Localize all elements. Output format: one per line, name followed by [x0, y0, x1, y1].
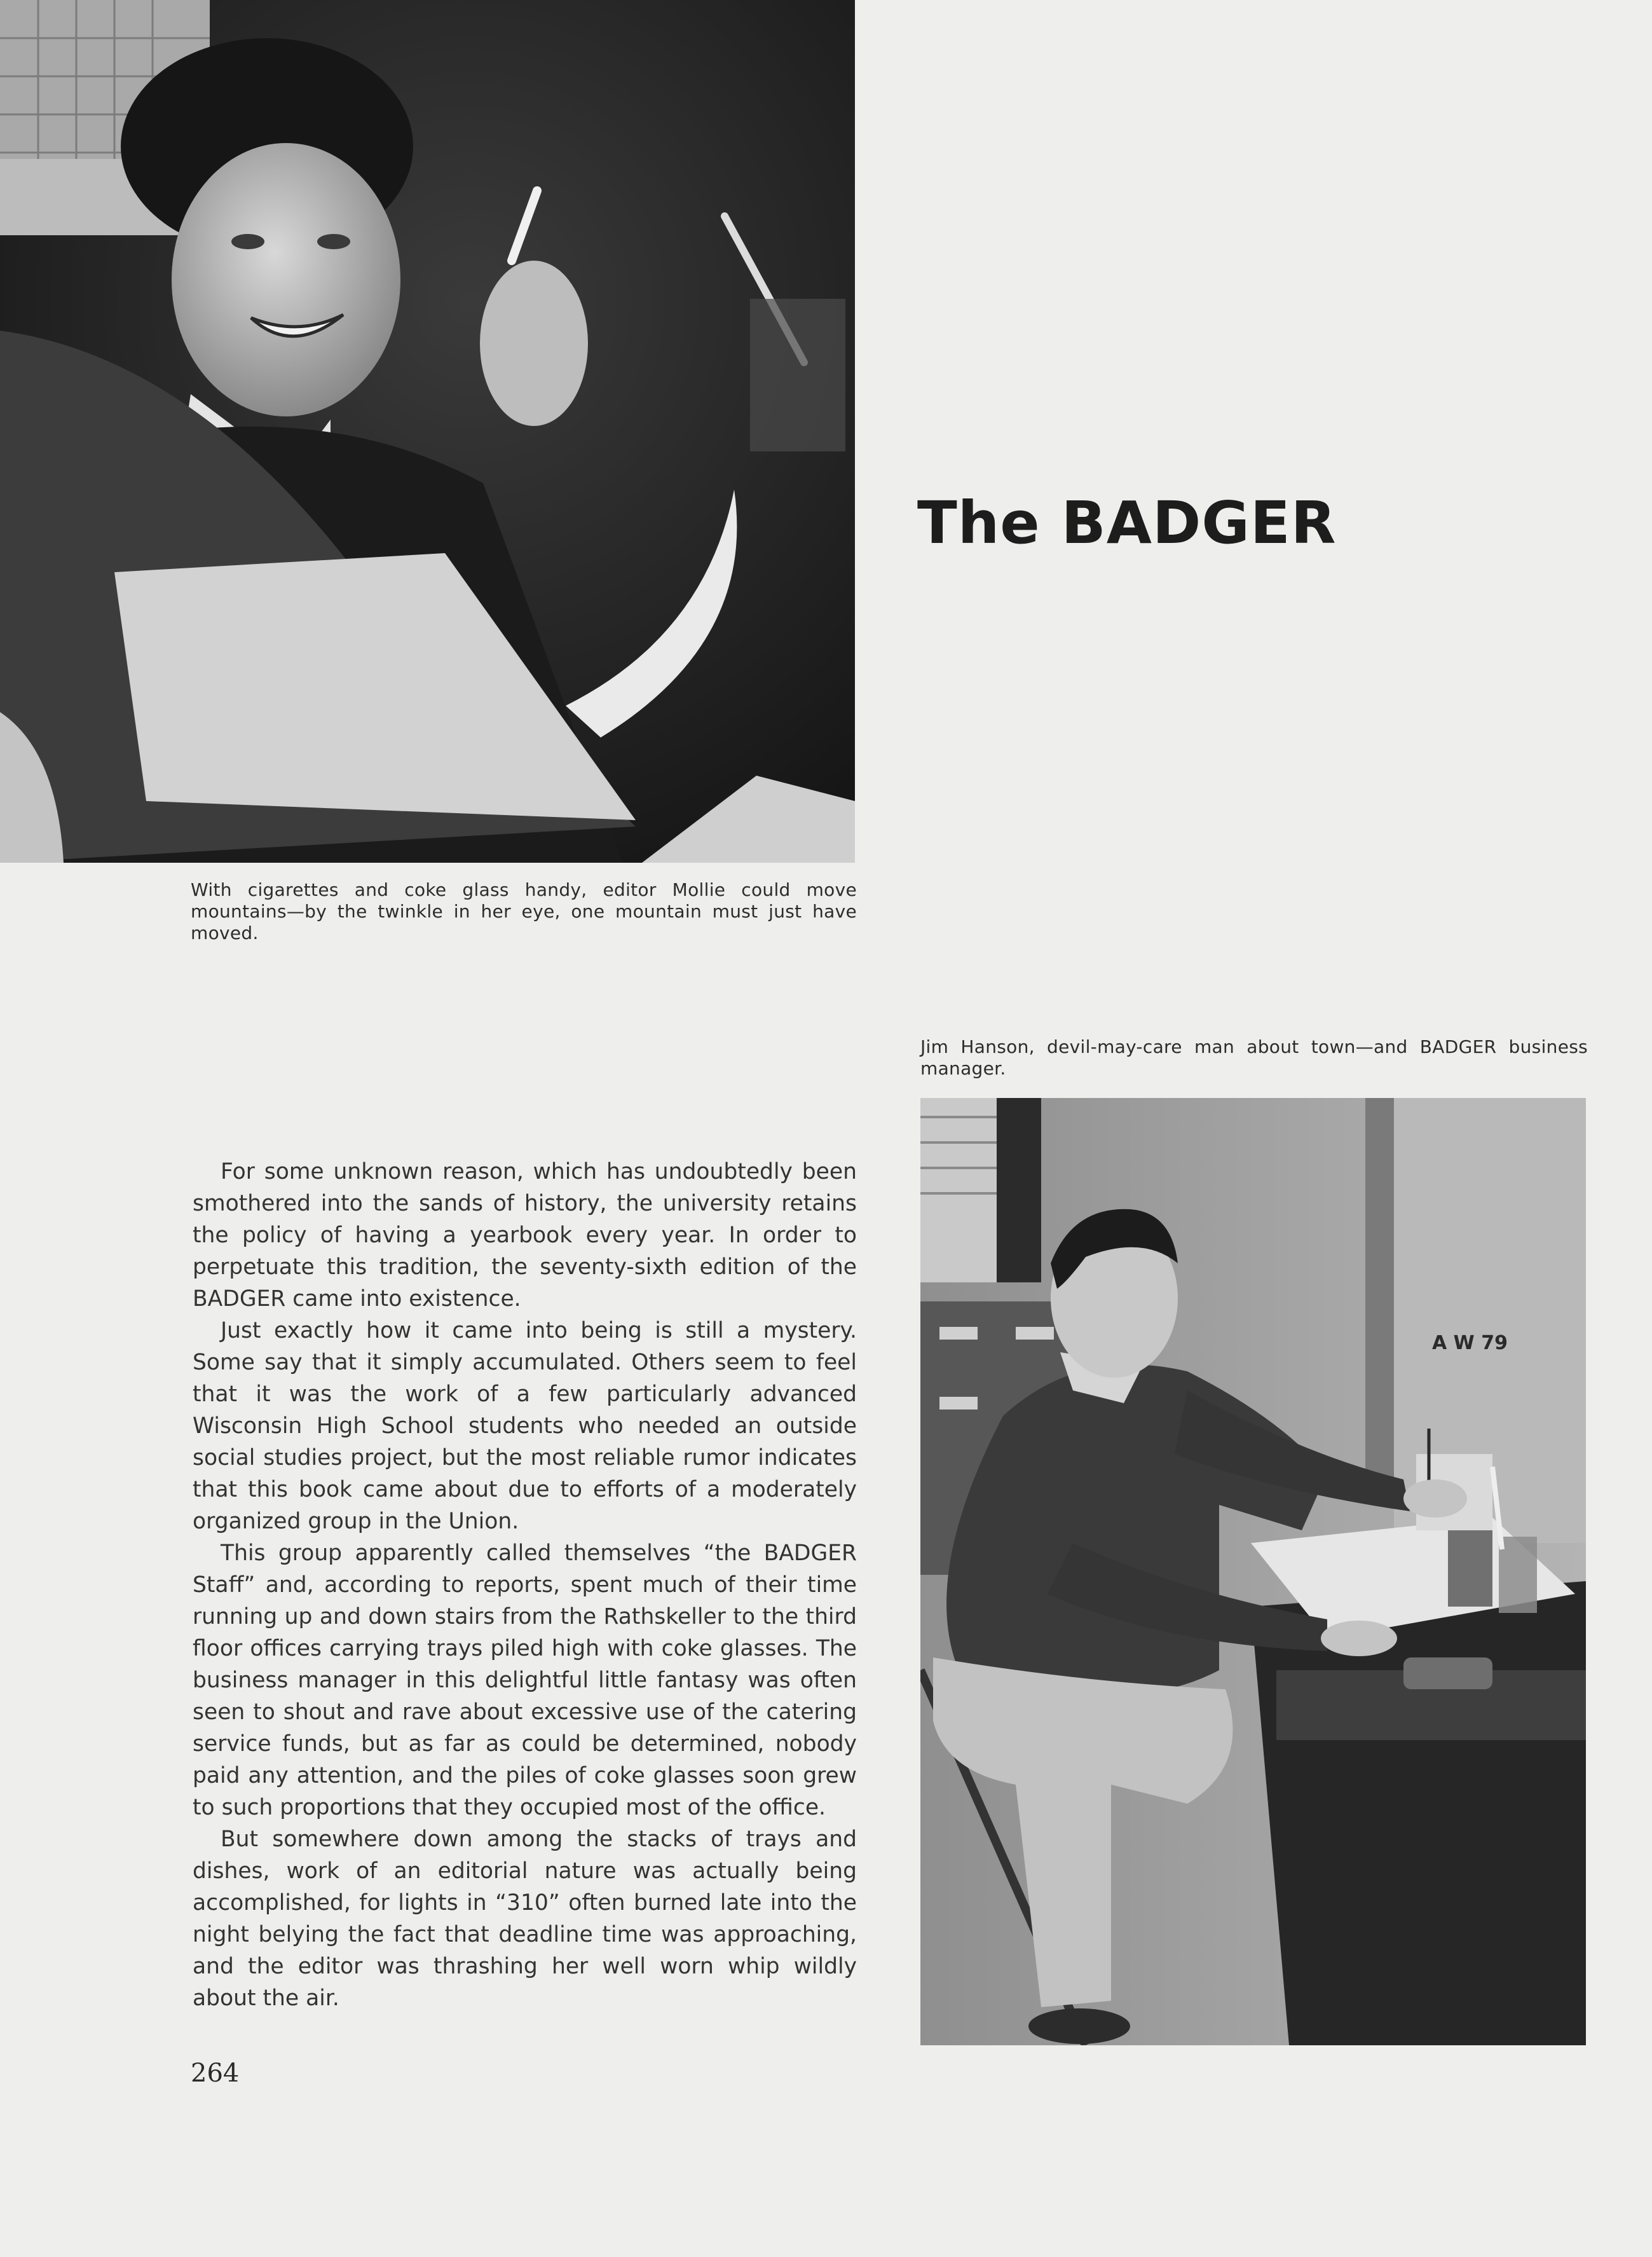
article-paragraph: Just exactly how it came into being is still a mystery. Some say that it simply accumulated. Others seem to feel that it was the work of a few particularly advanced Wisconsin High School students who needed an outside social studies project, but the most reliable rumor indicates that this book came about due to efforts of a moderately organized group in the Union. — [193, 1318, 857, 1534]
article-body — [193, 1156, 857, 2014]
page-title: The BADGER — [917, 489, 1337, 557]
photo-caption-mollie: With cigarettes and coke glass handy, editor Mollie could move mountains—by the twinkle in her eye, one mountain must just have moved. — [191, 879, 857, 943]
photo-caption-jim: Jim Hanson, devil-may-care man about town—and BADGER business manager. — [920, 1036, 1588, 1079]
article-paragraph: For some unknown reason, which has undoubtedly been smothered into the sands of history, the university retains the policy of having a yearbook every year. In order to perpetuate this tradition, the seventy-sixth edition of the BADGER came into existence. — [193, 1159, 857, 1312]
photo-business-manager-jim — [920, 1098, 1586, 2045]
page-number: 264 — [191, 2059, 240, 2088]
article-paragraph: This group apparently called themselves “the BADGER Staff” and, according to reports, spent much of their time running up and down stairs from the Rathskeller to the third floor offices carrying trays piled high with coke glasses. The business manager in this delightful little fantasy was often seen to shout and rave about excessive use of the catering service funds, but as far as could be determined, nobody paid any attention, and the piles of coke glasses soon grew to such proportions that they occupied most of the office. — [193, 1540, 857, 1820]
photo-editor-mollie — [0, 0, 855, 863]
article-paragraph: But somewhere down among the stacks of trays and dishes, work of an editorial nature was actually being accomplished, for lights in “310” often burned late into the night belying the fact that deadline time was approaching, and the editor was thrashing her well worn whip wildly about the air. — [193, 1827, 857, 2011]
wall-sign-text: A W 79 — [1432, 1332, 1508, 1354]
